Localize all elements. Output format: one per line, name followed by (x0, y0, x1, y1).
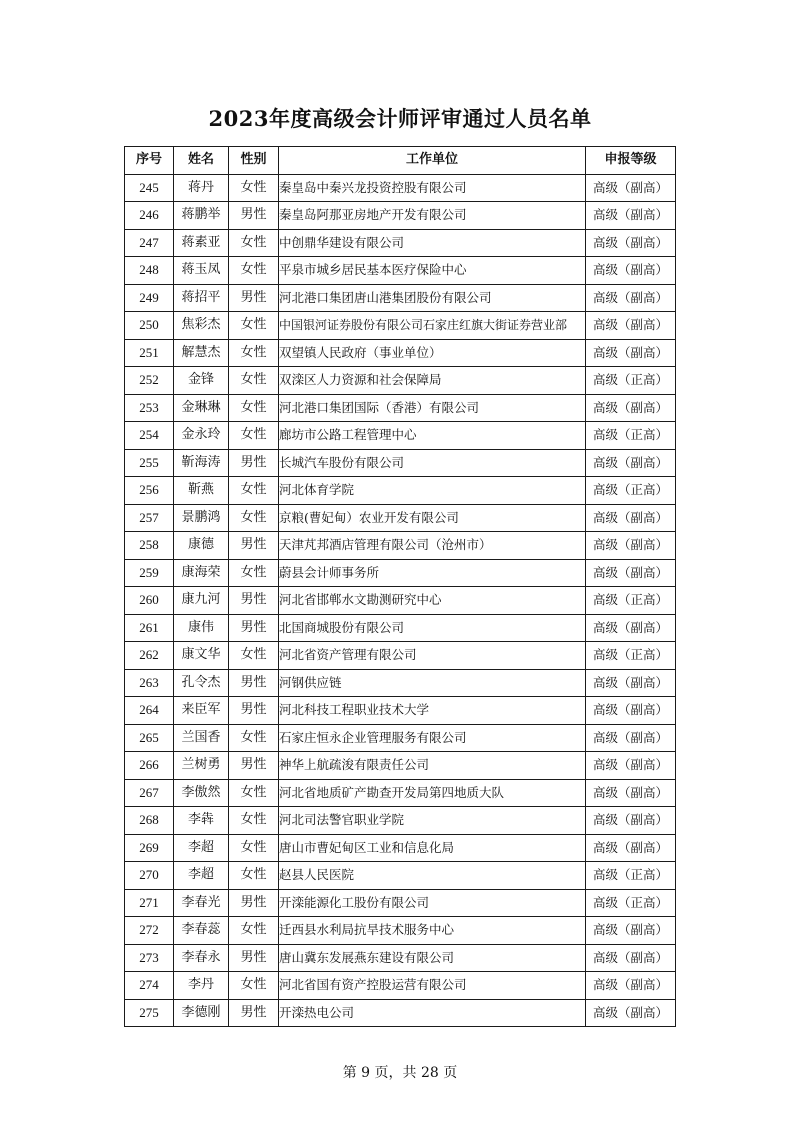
cell-org: 河北司法警官职业学院 (279, 807, 586, 835)
cell-name: 兰树勇 (174, 752, 229, 780)
cell-level: 高级（副高） (586, 559, 676, 587)
cell-gender: 男性 (229, 284, 279, 312)
cell-level: 高级（副高） (586, 532, 676, 560)
header-row (125, 147, 676, 175)
cell-name: 李犇 (174, 807, 229, 835)
cell-level: 高级（副高） (586, 972, 676, 1000)
cell-org: 中国银河证券股份有限公司石家庄红旗大街证券营业部 (279, 312, 586, 340)
cell-org: 河北港口集团国际（香港）有限公司 (279, 394, 586, 422)
cell-no: 250 (125, 312, 174, 340)
cell-org: 河北体育学院 (279, 477, 586, 505)
page-footer: 第 9 页，共 28 页 (342, 1065, 458, 1081)
cell-name: 康海荣 (174, 559, 229, 587)
cell-no: 273 (125, 944, 174, 972)
cell-org: 河北省国有资产控股运营有限公司 (279, 972, 586, 1000)
cell-level: 高级（副高） (586, 257, 676, 285)
cell-gender: 女性 (229, 312, 279, 340)
table-row (125, 339, 676, 367)
cell-org: 唐山市曹妃甸区工业和信息化局 (279, 834, 586, 862)
cell-name: 李春蕊 (174, 917, 229, 945)
cell-no: 261 (125, 614, 174, 642)
cell-no: 251 (125, 339, 174, 367)
cell-level: 高级（副高） (586, 339, 676, 367)
table-row (125, 779, 676, 807)
cell-name: 景鹏鸿 (174, 504, 229, 532)
cell-org: 唐山冀东发展燕东建设有限公司 (279, 944, 586, 972)
cell-org: 河北科技工程职业技术大学 (279, 697, 586, 725)
cell-level: 高级（正高） (586, 422, 676, 450)
table-row (125, 752, 676, 780)
cell-gender: 女性 (229, 862, 279, 890)
cell-name: 解慧杰 (174, 339, 229, 367)
cell-level: 高级（副高） (586, 779, 676, 807)
cell-level: 高级（副高） (586, 724, 676, 752)
table-row (125, 669, 676, 697)
table-row (125, 229, 676, 257)
cell-no: 264 (125, 697, 174, 725)
cell-name: 李傲然 (174, 779, 229, 807)
cell-gender: 女性 (229, 477, 279, 505)
cell-level: 高级（副高） (586, 174, 676, 202)
table-row (125, 312, 676, 340)
cell-name: 李德刚 (174, 999, 229, 1027)
table-row (125, 477, 676, 505)
cell-name: 康德 (174, 532, 229, 560)
cell-no: 269 (125, 834, 174, 862)
cell-gender: 女性 (229, 834, 279, 862)
table-row (125, 999, 676, 1027)
cell-org: 石家庄恒永企业管理服务有限公司 (279, 724, 586, 752)
cell-gender: 男性 (229, 587, 279, 615)
cell-org: 开滦能源化工股份有限公司 (279, 889, 586, 917)
cell-name: 金锋 (174, 367, 229, 395)
cell-gender: 男性 (229, 944, 279, 972)
cell-no: 263 (125, 669, 174, 697)
cell-name: 蒋玉凤 (174, 257, 229, 285)
table-row (125, 642, 676, 670)
table-row (125, 587, 676, 615)
cell-name: 蒋素亚 (174, 229, 229, 257)
cell-level: 高级（正高） (586, 477, 676, 505)
cell-org: 河北省资产管理有限公司 (279, 642, 586, 670)
cell-gender: 女性 (229, 229, 279, 257)
cell-level: 高级（副高） (586, 834, 676, 862)
cell-level: 高级（副高） (586, 312, 676, 340)
cell-no: 267 (125, 779, 174, 807)
table-row (125, 284, 676, 312)
cell-no: 249 (125, 284, 174, 312)
cell-level: 高级（正高） (586, 889, 676, 917)
cell-level: 高级（副高） (586, 202, 676, 230)
cell-gender: 男性 (229, 669, 279, 697)
cell-no: 246 (125, 202, 174, 230)
cell-org: 河钢供应链 (279, 669, 586, 697)
cell-level: 高级（副高） (586, 614, 676, 642)
cell-level: 高级（正高） (586, 642, 676, 670)
cell-level: 高级（副高） (586, 999, 676, 1027)
cell-name: 孔令杰 (174, 669, 229, 697)
cell-name: 康九河 (174, 587, 229, 615)
cell-org: 秦皇岛阿那亚房地产开发有限公司 (279, 202, 586, 230)
cell-level: 高级（正高） (586, 862, 676, 890)
cell-no: 248 (125, 257, 174, 285)
cell-no: 265 (125, 724, 174, 752)
cell-gender: 女性 (229, 422, 279, 450)
cell-no: 252 (125, 367, 174, 395)
cell-gender: 女性 (229, 339, 279, 367)
cell-name: 蒋丹 (174, 174, 229, 202)
cell-level: 高级（副高） (586, 394, 676, 422)
cell-no: 245 (125, 174, 174, 202)
table-row (125, 504, 676, 532)
table-row (125, 697, 676, 725)
cell-name: 李春光 (174, 889, 229, 917)
cell-gender: 女性 (229, 642, 279, 670)
header-gender: 性别 (229, 147, 279, 175)
cell-gender: 女性 (229, 972, 279, 1000)
cell-gender: 女性 (229, 724, 279, 752)
header-name: 姓名 (174, 147, 229, 175)
cell-org: 赵县人民医院 (279, 862, 586, 890)
cell-name: 金永玲 (174, 422, 229, 450)
cell-gender: 男性 (229, 697, 279, 725)
cell-name: 李春永 (174, 944, 229, 972)
cell-org: 蔚县会计师事务所 (279, 559, 586, 587)
table-row (125, 449, 676, 477)
cell-gender: 男性 (229, 752, 279, 780)
cell-gender: 男性 (229, 202, 279, 230)
table-row (125, 834, 676, 862)
cell-org: 迁西县水利局抗旱技术服务中心 (279, 917, 586, 945)
table-row (125, 202, 676, 230)
cell-no: 274 (125, 972, 174, 1000)
cell-no: 266 (125, 752, 174, 780)
cell-level: 高级（副高） (586, 697, 676, 725)
cell-level: 高级（正高） (586, 367, 676, 395)
cell-level: 高级（副高） (586, 284, 676, 312)
cell-gender: 女性 (229, 807, 279, 835)
cell-gender: 女性 (229, 917, 279, 945)
cell-gender: 女性 (229, 779, 279, 807)
cell-name: 蒋鹏举 (174, 202, 229, 230)
cell-level: 高级（副高） (586, 917, 676, 945)
cell-no: 262 (125, 642, 174, 670)
cell-name: 蒋招平 (174, 284, 229, 312)
cell-no: 268 (125, 807, 174, 835)
table-row (125, 917, 676, 945)
cell-org: 双滦区人力资源和社会保障局 (279, 367, 586, 395)
table-row (125, 724, 676, 752)
cell-org: 河北省地质矿产勘查开发局第四地质大队 (279, 779, 586, 807)
cell-gender: 男性 (229, 889, 279, 917)
table-row (125, 532, 676, 560)
cell-no: 258 (125, 532, 174, 560)
cell-no: 247 (125, 229, 174, 257)
cell-name: 靳燕 (174, 477, 229, 505)
table-header (125, 147, 676, 175)
roster-table (124, 146, 676, 1027)
cell-name: 李丹 (174, 972, 229, 1000)
cell-org: 河北港口集团唐山港集团股份有限公司 (279, 284, 586, 312)
cell-gender: 男性 (229, 614, 279, 642)
table-row (125, 889, 676, 917)
cell-org: 北国商城股份有限公司 (279, 614, 586, 642)
cell-gender: 男性 (229, 999, 279, 1027)
cell-level: 高级（副高） (586, 449, 676, 477)
cell-level: 高级（正高） (586, 587, 676, 615)
table-row (125, 422, 676, 450)
table-row (125, 972, 676, 1000)
cell-level: 高级（副高） (586, 229, 676, 257)
cell-gender: 女性 (229, 559, 279, 587)
cell-org: 双望镇人民政府（事业单位） (279, 339, 586, 367)
cell-level: 高级（副高） (586, 504, 676, 532)
table-row (125, 394, 676, 422)
cell-no: 275 (125, 999, 174, 1027)
cell-gender: 女性 (229, 174, 279, 202)
cell-org: 河北省邯郸水文勘测研究中心 (279, 587, 586, 615)
cell-gender: 男性 (229, 449, 279, 477)
cell-no: 256 (125, 477, 174, 505)
cell-org: 开滦热电公司 (279, 999, 586, 1027)
table-row (125, 944, 676, 972)
cell-name: 焦彩杰 (174, 312, 229, 340)
cell-no: 255 (125, 449, 174, 477)
cell-name: 康文华 (174, 642, 229, 670)
header-level: 申报等级 (586, 147, 676, 175)
cell-name: 靳海涛 (174, 449, 229, 477)
cell-level: 高级（副高） (586, 807, 676, 835)
cell-name: 兰国香 (174, 724, 229, 752)
table-row (125, 257, 676, 285)
table-row (125, 174, 676, 202)
cell-gender: 女性 (229, 367, 279, 395)
cell-name: 李超 (174, 862, 229, 890)
cell-org: 平泉市城乡居民基本医疗保险中心 (279, 257, 586, 285)
header-no: 序号 (125, 147, 174, 175)
table-body (125, 174, 676, 1027)
table-row (125, 807, 676, 835)
cell-gender: 男性 (229, 532, 279, 560)
cell-org: 秦皇岛中秦兴龙投资控股有限公司 (279, 174, 586, 202)
cell-org: 京粮(曹妃甸）农业开发有限公司 (279, 504, 586, 532)
cell-gender: 女性 (229, 257, 279, 285)
cell-level: 高级（副高） (586, 944, 676, 972)
cell-name: 金琳琳 (174, 394, 229, 422)
cell-no: 254 (125, 422, 174, 450)
cell-name: 康伟 (174, 614, 229, 642)
cell-gender: 女性 (229, 394, 279, 422)
cell-no: 272 (125, 917, 174, 945)
cell-no: 270 (125, 862, 174, 890)
cell-no: 271 (125, 889, 174, 917)
table-row (125, 367, 676, 395)
cell-org: 神华上航疏浚有限责任公司 (279, 752, 586, 780)
cell-no: 257 (125, 504, 174, 532)
cell-level: 高级（副高） (586, 669, 676, 697)
cell-no: 260 (125, 587, 174, 615)
cell-org: 廊坊市公路工程管理中心 (279, 422, 586, 450)
table-row (125, 559, 676, 587)
cell-name: 李超 (174, 834, 229, 862)
cell-level: 高级（副高） (586, 752, 676, 780)
cell-no: 259 (125, 559, 174, 587)
cell-org: 中创鼎华建设有限公司 (279, 229, 586, 257)
cell-no: 253 (125, 394, 174, 422)
document-title: 2023年度高级会计师评审通过人员名单 (208, 106, 592, 131)
cell-gender: 女性 (229, 504, 279, 532)
cell-org: 天津芃邦酒店管理有限公司（沧州市） (279, 532, 586, 560)
cell-name: 来臣军 (174, 697, 229, 725)
table-row (125, 614, 676, 642)
cell-org: 长城汽车股份有限公司 (279, 449, 586, 477)
header-org: 工作单位 (279, 147, 586, 175)
table-row (125, 862, 676, 890)
